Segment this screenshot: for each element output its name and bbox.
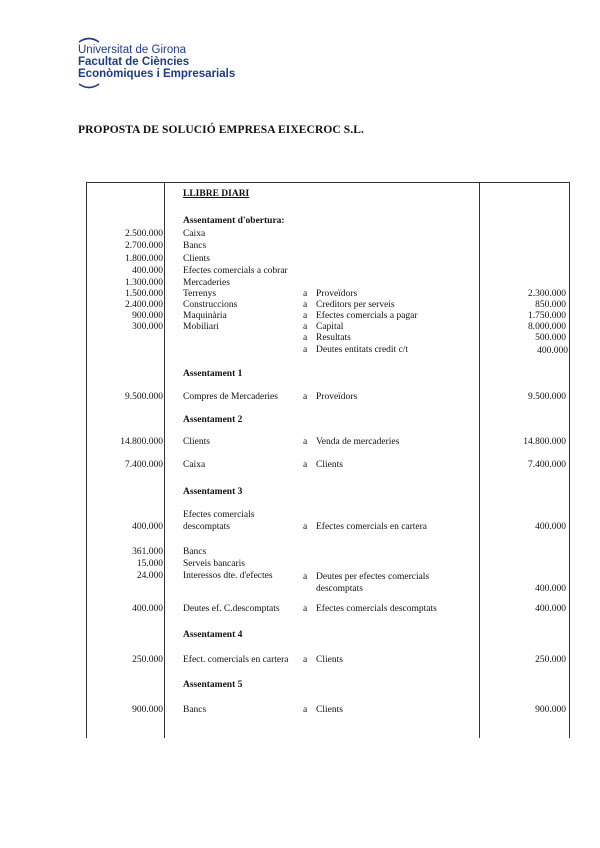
page-title: PROPOSTA DE SOLUCIÓ EMPRESA EIXECROC S.L. xyxy=(78,124,365,136)
logo-university-name: Universitat de Girona xyxy=(78,44,187,56)
entry5-debit-account: Bancs xyxy=(183,705,207,715)
opening-credit-amount: 8.000.000 xyxy=(528,322,566,332)
opening-debit-account: Construccions xyxy=(183,300,238,310)
entry3-debit-account-line2: descomptats xyxy=(183,522,230,532)
entry4-debit-amount: 250.000 xyxy=(132,655,163,665)
opening-credit-account: Resultats xyxy=(316,333,351,343)
entry1-header: Assentament 1 xyxy=(183,369,243,379)
connector-a: a xyxy=(303,522,308,532)
opening-debit-account: Mercaderies xyxy=(183,278,230,288)
entry2-credit-amount: 14.800.000 xyxy=(523,437,566,447)
entry4-debit-account: Efect. comercials en cartera xyxy=(183,655,289,665)
entry2-header: Assentament 2 xyxy=(183,415,243,425)
connector-a: a xyxy=(303,437,308,447)
entry1-credit-account: Proveïdors xyxy=(316,392,358,402)
opening-credit-amount: 1.750.000 xyxy=(528,311,566,321)
entry3-credit-account-line2: descomptats xyxy=(316,584,363,594)
entry1-debit-account: Compres de Mercaderies xyxy=(183,392,278,402)
opening-debit-account: Bancs xyxy=(183,241,207,251)
connector-a: a xyxy=(303,655,308,665)
opening-debit-amount: 300.000 xyxy=(132,322,163,332)
logo-faculty-line1: Facultat de Ciències xyxy=(78,56,190,68)
entry2-credit-account: Clients xyxy=(316,460,343,470)
entry4-header: Assentament 4 xyxy=(183,630,243,640)
opening-debit-amount: 2.500.000 xyxy=(125,229,163,239)
entry2-debit-amount: 7.400.000 xyxy=(125,460,163,470)
opening-debit-amount: 2.700.000 xyxy=(125,241,163,251)
opening-credit-account: Proveïdors xyxy=(316,289,358,299)
entry1-debit-amount: 9.500.000 xyxy=(125,392,163,402)
entry3-debit-account: Deutes ef. C.descomptats xyxy=(183,604,280,614)
opening-debit-amount: 1.300.000 xyxy=(125,278,163,288)
opening-credit-account: Deutes entitats credit c/t xyxy=(316,345,409,355)
opening-credit-amount: 2.300.000 xyxy=(528,289,566,299)
entry3-header: Assentament 3 xyxy=(183,487,243,497)
entry3-debit-account-line1: Efectes comercials xyxy=(183,510,255,520)
entry1-credit-amount: 9.500.000 xyxy=(528,392,566,402)
entry3-debit-amount: 400.000 xyxy=(132,604,163,614)
connector-a: a xyxy=(303,289,308,299)
connector-a: a xyxy=(303,604,308,614)
opening-debit-account: Mobiliari xyxy=(183,322,219,332)
opening-debit-amount: 1.800.000 xyxy=(125,254,163,264)
opening-debit-amount: 2.400.000 xyxy=(125,300,163,310)
opening-debit-account: Maquinària xyxy=(183,311,227,321)
entry2-credit-account: Venda de mercaderies xyxy=(316,437,400,447)
opening-entry-header: Assentament d'obertura: xyxy=(183,216,285,226)
entry5-credit-amount: 900.000 xyxy=(535,705,566,715)
connector-a: a xyxy=(303,392,308,402)
entry3-debit-amount: 361.000 xyxy=(132,547,163,557)
entry3-credit-account: Efectes comercials descomptats xyxy=(316,604,437,614)
entry3-credit-account: Efectes comercials en cartera xyxy=(316,522,428,532)
entry3-credit-amount: 400.000 xyxy=(535,522,566,532)
connector-a: a xyxy=(303,460,308,470)
entry2-credit-amount: 7.400.000 xyxy=(528,460,566,470)
entry4-credit-account: Clients xyxy=(316,655,343,665)
opening-credit-account: Creditors per serveis xyxy=(316,300,395,310)
entry5-debit-amount: 900.000 xyxy=(132,705,163,715)
entry3-credit-amount: 400.000 xyxy=(535,584,566,594)
entry3-credit-account-line1: Deutes per efectes comercials xyxy=(316,572,430,582)
entry3-credit-amount: 400.000 xyxy=(535,604,566,614)
entry3-debit-amount: 15.000 xyxy=(136,559,163,569)
opening-debit-account: Caixa xyxy=(183,229,206,239)
opening-credit-amount: 500.000 xyxy=(535,333,566,343)
journal-heading: LLIBRE DIARI xyxy=(183,189,250,199)
opening-credit-account: Capital xyxy=(316,322,344,332)
connector-a: a xyxy=(303,705,308,715)
opening-credit-account: Efectes comercials a pagar xyxy=(316,311,418,321)
connector-a: a xyxy=(303,311,308,321)
entry3-debit-account: Bancs xyxy=(183,547,207,557)
opening-debit-account: Terrenys xyxy=(183,289,217,299)
opening-debit-amount: 1.500.000 xyxy=(125,289,163,299)
connector-a: a xyxy=(303,333,308,343)
entry2-debit-account: Clients xyxy=(183,437,210,447)
connector-a: a xyxy=(303,345,308,355)
connector-a: a xyxy=(303,572,308,582)
entry2-debit-amount: 14.800.000 xyxy=(120,437,163,447)
entry5-header: Assentament 5 xyxy=(183,680,243,690)
entry5-credit-account: Clients xyxy=(316,705,343,715)
entry4-credit-amount: 250.000 xyxy=(535,655,566,665)
connector-a: a xyxy=(303,300,308,310)
entry2-debit-account: Caixa xyxy=(183,460,206,470)
entry3-debit-account: Interessos dte. d'efectes xyxy=(183,571,273,581)
opening-credit-amount: 850.000 xyxy=(535,300,566,310)
entry3-debit-amount: 24.000 xyxy=(136,571,163,581)
opening-credit-amount: 400.000 xyxy=(537,346,568,356)
opening-debit-account: Efectes comercials a cobrar xyxy=(183,266,288,276)
opening-debit-amount: 400.000 xyxy=(132,266,163,276)
opening-debit-account: Clients xyxy=(183,254,210,264)
entry3-debit-account: Serveis bancaris xyxy=(183,559,245,569)
opening-debit-amount: 900.000 xyxy=(132,311,163,321)
connector-a: a xyxy=(303,322,308,332)
entry3-debit-amount: 400.000 xyxy=(132,522,163,532)
logo-faculty-line2: Econòmiques i Empresarials xyxy=(78,68,236,80)
